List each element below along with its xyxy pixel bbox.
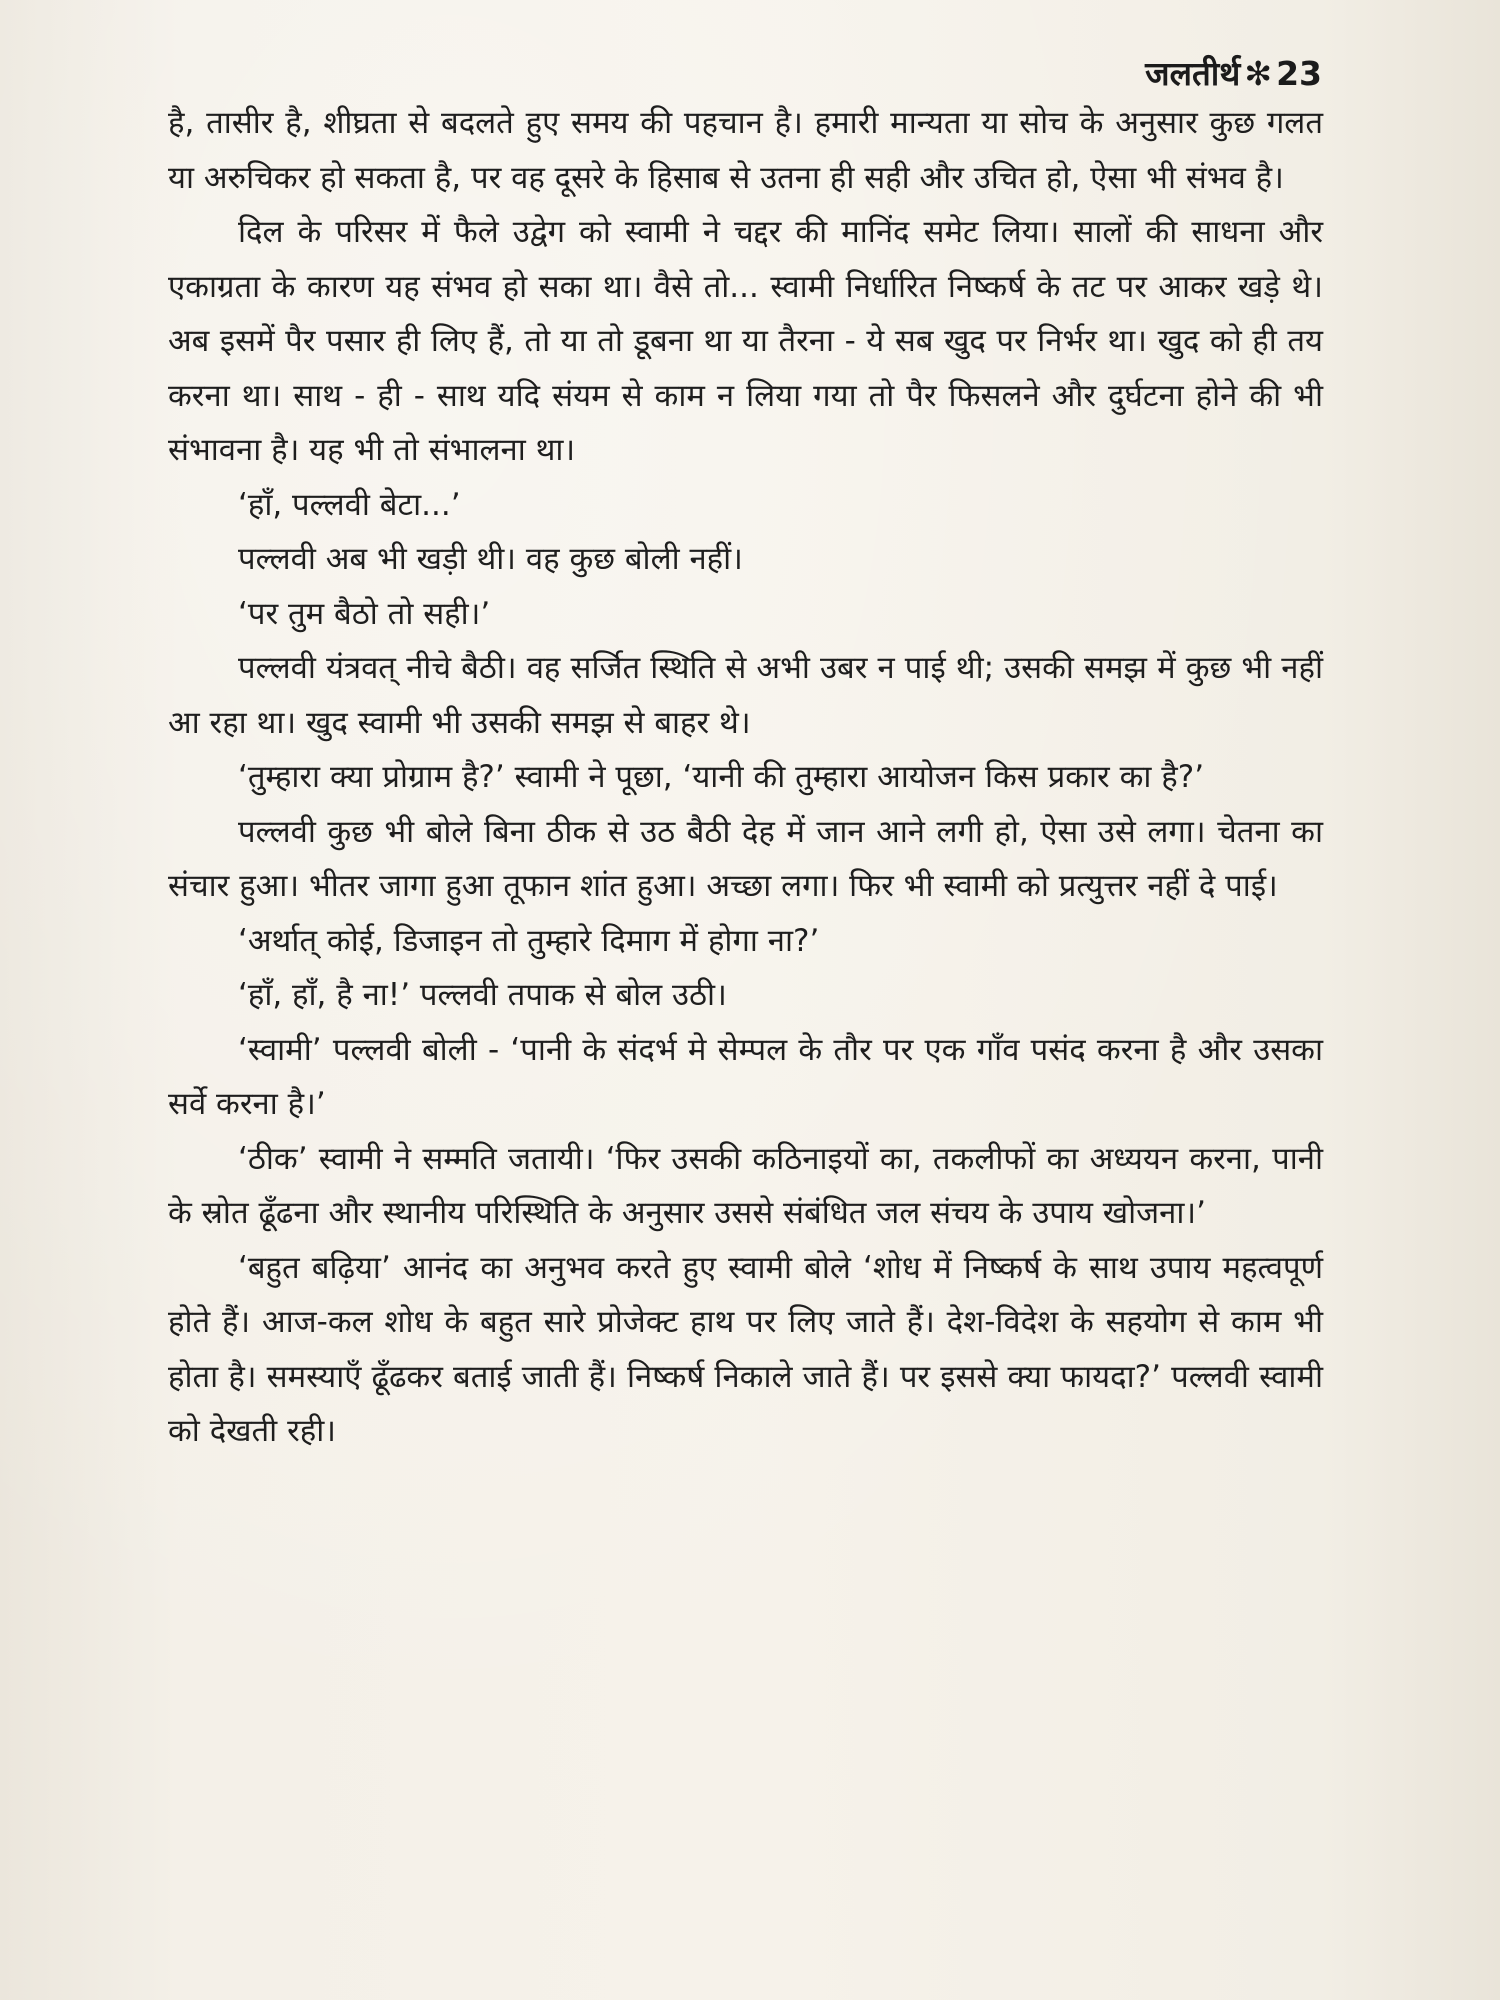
paragraph-8: पल्लवी कुछ भी बोले बिना ठीक से उठ बैठी देह में जान आने लगी हो, ऐसा उसे लगा। चेतना का संचार हुआ। भीतर जागा हुआ तूफान शांत हुआ। अच्छा लगा। फिर भी स्वामी को प्रत्युत्तर नहीं दे पाई। xyxy=(168,813,1323,904)
star-ornament-icon: ✻ xyxy=(1244,54,1273,93)
paragraph-5: ‘पर तुम बैठो तो सही।’ xyxy=(238,595,491,632)
paragraph-1: है, तासीर है, शीघ्रता से बदलते हुए समय की पहचान है। हमारी मान्यता या सोच के अनुसार कुछ गलत या अरुचिकर हो सकता है, पर वह दूसरे के हिसाब से उतना ही सही और उचित हो, ऐसा भी संभव है। xyxy=(168,105,1323,196)
paragraph-9: ‘अर्थात् कोई, डिजाइन तो तुम्हारे दिमाग में होगा ना?’ xyxy=(238,922,820,959)
paragraph-3: ‘हाँ, पल्लवी बेटा...’ xyxy=(238,486,461,523)
running-head xyxy=(1145,50,1322,95)
page-number: 23 xyxy=(1276,54,1322,93)
paragraph-7: ‘तुम्हारा क्या प्रोग्राम है?’ स्वामी ने पूछा, ‘यानी की तुम्हारा आयोजन किस प्रकार का है?’ xyxy=(238,759,1205,795)
paragraph-11: ‘स्वामी’ पल्लवी बोली - ‘पानी के संदर्भ मे सेम्पल के तौर पर एक गाँव पसंद करना है और उसका सर्वे करना है।’ xyxy=(168,1031,1323,1122)
paragraph-12: ‘ठीक’ स्वामी ने सम्मति जतायी। ‘फिर उसकी कठिनाइयों का, तकलीफों का अध्ययन करना, पानी के स्रोत ढूँढना और स्थानीय परिस्थिति के अनुसार उससे संबंधित जल संचय के उपाय खोजना।’ xyxy=(168,1140,1323,1231)
book-title: जलतीर्थ xyxy=(1145,54,1241,93)
paragraph-6: पल्लवी यंत्रवत् नीचे बैठी। वह सर्जित स्थिति से अभी उबर न पाई थी; उसकी समझ में कुछ भी नहीं आ रहा था। खुद स्वामी भी उसकी समझ से बाहर थे। xyxy=(168,650,1323,741)
paragraph-2: दिल के परिसर में फैले उद्वेग को स्वामी ने चद्दर की मानिंद समेट लिया। सालों की साधना और एकाग्रता के कारण यह संभव हो सका था। वैसे तो... स्वामी निर्धारित निष्कर्ष के तट पर आकर खड़े थे। अब इसमें पैर पसार ही लिए हैं, तो या तो डूबना था या तैरना - ये सब खुद पर निर्भर था। खुद को ही तय करना था। साथ - ही - साथ यदि संयम से काम न लिया गया तो पैर फिसलने और दुर्घटना होने की भी संभावना है। यह भी तो संभालना था। xyxy=(168,214,1323,468)
paragraph-10: ‘हाँ, हाँ, है ना!’ पल्लवी तपाक से बोल उठी। xyxy=(238,977,727,1013)
body-text xyxy=(168,96,1323,1459)
paragraph-4: पल्लवी अब भी खड़ी थी। वह कुछ बोली नहीं। xyxy=(238,541,743,577)
paragraph-13: ‘बहुत बढ़िया’ आनंद का अनुभव करते हुए स्वामी बोले ‘शोध में निष्कर्ष के साथ उपाय महत्वपूर्ण होते हैं। आज-कल शोध के बहुत सारे प्रोजेक्ट हाथ पर लिए जाते हैं। देश-विदेश के सहयोग से काम भी होता है। समस्याएँ ढूँढकर बताई जाती हैं। निष्कर्ष निकाले जाते हैं। पर इससे क्या फायदा?’ पल्लवी स्वामी को देखती रही। xyxy=(168,1249,1323,1449)
